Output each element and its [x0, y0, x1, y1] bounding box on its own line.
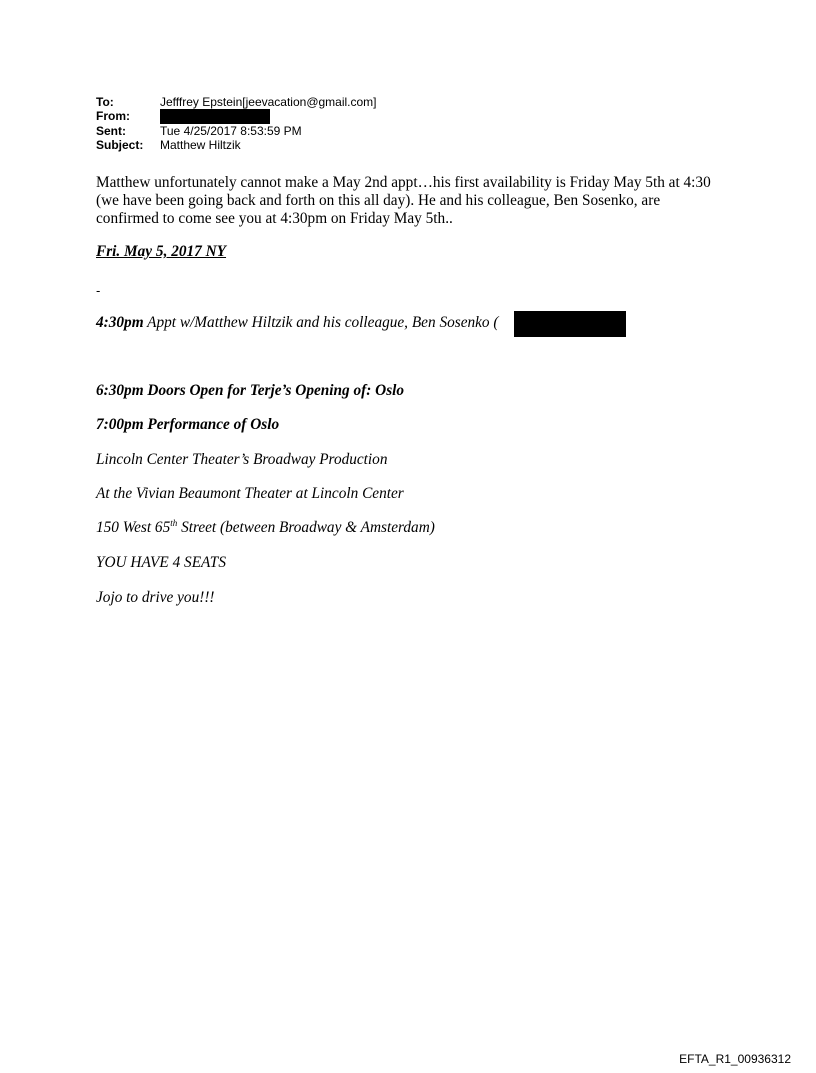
- from-redaction: [160, 109, 270, 124]
- message-body: Matthew unfortunately cannot make a May 2nd appt…his first availability is Friday May 5th at 4:30 (we have been going back and forth on this all day). He and his colleague, Ben Sosenko, are confirmed to come see you at 4:30pm on Friday May 5th..: [96, 174, 711, 227]
- subject-label: Subject:: [96, 138, 144, 152]
- to-label: To:: [96, 95, 114, 109]
- from-row: [96, 109, 377, 124]
- appointment-line: [96, 314, 498, 332]
- subject-row: [96, 138, 377, 152]
- address-start: 150 West 65: [96, 519, 171, 536]
- sent-label: Sent:: [96, 124, 126, 138]
- driver-line: Jojo to drive you!!!: [96, 589, 215, 606]
- dash-marker: -: [96, 283, 101, 298]
- date-heading: Fri. May 5, 2017 NY: [96, 243, 227, 260]
- sent-row: [96, 124, 377, 138]
- appointment-redaction: [514, 311, 626, 337]
- appointment-time: 4:30pm: [96, 314, 144, 331]
- appointment-text: Appt w/Matthew Hiltzik and his colleague, Ben Sosenko (: [143, 314, 499, 331]
- document-id: EFTA_R1_00936312: [679, 1052, 791, 1066]
- from-label: From:: [96, 109, 130, 123]
- address-ordinal: th: [170, 517, 178, 528]
- doors-open-line: 6:30pm Doors Open for Terje’s Opening of: Oslo: [96, 382, 405, 399]
- to-value: Jefffrey Epstein[jeevacation@gmail.com]: [160, 95, 377, 109]
- to-row: [96, 95, 377, 109]
- address-end: Street (between Broadway & Amsterdam): [177, 519, 435, 536]
- email-header: [96, 95, 377, 152]
- sent-value: Tue 4/25/2017 8:53:59 PM: [160, 124, 302, 138]
- subject-value: Matthew Hiltzik: [160, 138, 241, 152]
- seats-line: YOU HAVE 4 SEATS: [96, 554, 226, 571]
- venue-line: At the Vivian Beaumont Theater at Lincoln Center: [96, 485, 404, 502]
- production-line: Lincoln Center Theater’s Broadway Production: [96, 451, 388, 468]
- performance-line: 7:00pm Performance of Oslo: [96, 416, 280, 433]
- address-line: [96, 519, 435, 537]
